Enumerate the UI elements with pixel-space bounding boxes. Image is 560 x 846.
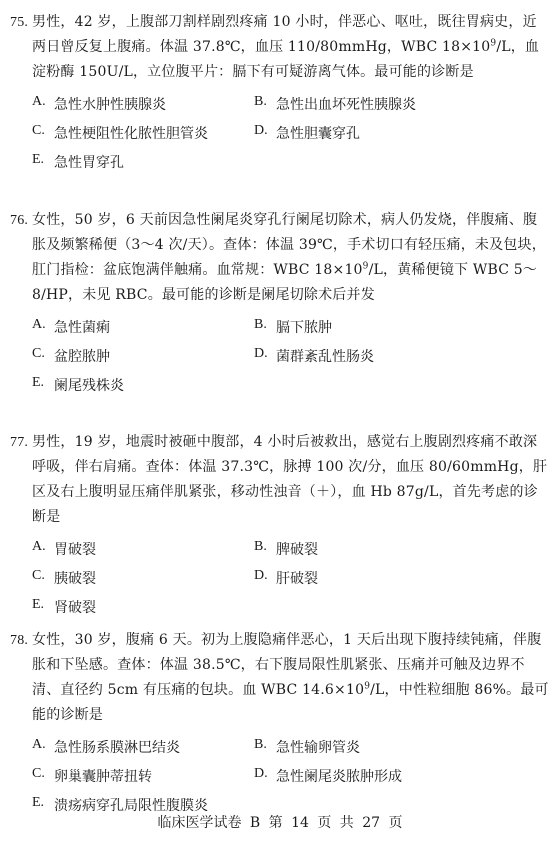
option-b[interactable]: B. 急性输卵管炎	[254, 736, 360, 756]
option-e[interactable]: E. 肾破裂	[32, 596, 96, 616]
option-e[interactable]: E. 急性胃穿孔	[32, 151, 124, 171]
question-stem: 78. 女性，30 岁，腹痛 6 天。初为上腹隐痛伴恶心，1 天后出现下腹持续钝痛，伴腹胀和下坠感。查体：体温 38.5℃，右下腹局限性肌紧张、压痛并可触及边界不清、直径约 5cm 有压痛的包块。血 WBC $14.6\times 10^9/L$，中性粒细胞 86%。最可能的诊断是	[10, 628, 550, 728]
option-d[interactable]: D. 菌群紊乱性肠炎	[254, 345, 374, 365]
question-stem: 76. 女性，50 岁，6 天前因急性阑尾炎穿孔行阑尾切除术，病人仍发烧，伴腹痛、腹胀及频繁稀便（3～4 次/天）。查体：体温 39℃，手术切口有轻压痛，未及包块，肛门指检：盆底饱满伴触痛。血常规：WBC $18\times 10^9/L$，黄稀便镜下 WBC 5～8/HP，未见 RBC。最可能的诊断是阑尾切除术后并发	[10, 208, 550, 308]
question-78	[10, 628, 550, 819]
option-b[interactable]: B. 急性出血坏死性胰腺炎	[254, 93, 416, 113]
question-stem: 77. 男性，19 岁，地震时被砸中腹部，4 小时后被救出，感觉右上腹剧烈疼痛不敢深呼吸，伴右肩痛。查体：体温 37.3℃，脉搏 100 次/分，血压 80/60mmHg，肝区及右上腹明显压痛伴肌紧张，移动性浊音（＋），血 Hb 87g/L，首先考虑的诊断是	[10, 430, 550, 530]
option-e[interactable]: E. 溃疡病穿孔局限性腹膜炎	[32, 794, 208, 814]
options	[10, 534, 550, 621]
question-number: 78.	[10, 633, 29, 648]
option-b[interactable]: B. 膈下脓肿	[254, 316, 332, 336]
option-a[interactable]: A. 急性菌痢	[32, 316, 110, 336]
option-d[interactable]: D. 肝破裂	[254, 567, 318, 587]
option-c[interactable]: C. 卵巢囊肿蒂扭转	[32, 765, 152, 785]
option-d[interactable]: D. 急性阑尾炎脓肿形成	[254, 765, 402, 785]
question-stem: 75. 男性，42 岁，上腹部刀割样剧烈疼痛 10 小时，伴恶心、呕吐，既往胃病史，近两日曾反复上腹痛。体温 37.8℃，血压 110/80mmHg，WBC $18\times 10^9/L$，血淀粉酶 150U/L，立位腹平片：膈下有可疑游离气体。最可能的诊断是	[10, 10, 550, 85]
option-d[interactable]: D. 急性胆囊穿孔	[254, 122, 360, 142]
option-c[interactable]: C. 盆腔脓肿	[32, 345, 110, 365]
option-b[interactable]: B. 脾破裂	[254, 538, 318, 558]
option-a[interactable]: A. 胃破裂	[32, 538, 96, 558]
options	[10, 312, 550, 399]
question-77	[10, 430, 550, 621]
options	[10, 89, 550, 176]
option-e[interactable]: E. 阑尾残株炎	[32, 374, 124, 394]
option-a[interactable]: A. 急性肠系膜淋巴结炎	[32, 736, 180, 756]
option-c[interactable]: C. 急性梗阻性化脓性胆管炎	[32, 122, 208, 142]
option-a[interactable]: A. 急性水肿性胰腺炎	[32, 93, 166, 113]
question-number: 77.	[10, 435, 29, 450]
page-footer: 临床医学试卷 B 第 14 页 共 27 页	[157, 815, 403, 831]
question-number: 75.	[10, 15, 29, 30]
question-number: 76.	[10, 213, 29, 228]
question-75	[10, 10, 550, 176]
option-c[interactable]: C. 胰破裂	[32, 567, 96, 587]
options	[10, 732, 550, 819]
question-76	[10, 208, 550, 399]
